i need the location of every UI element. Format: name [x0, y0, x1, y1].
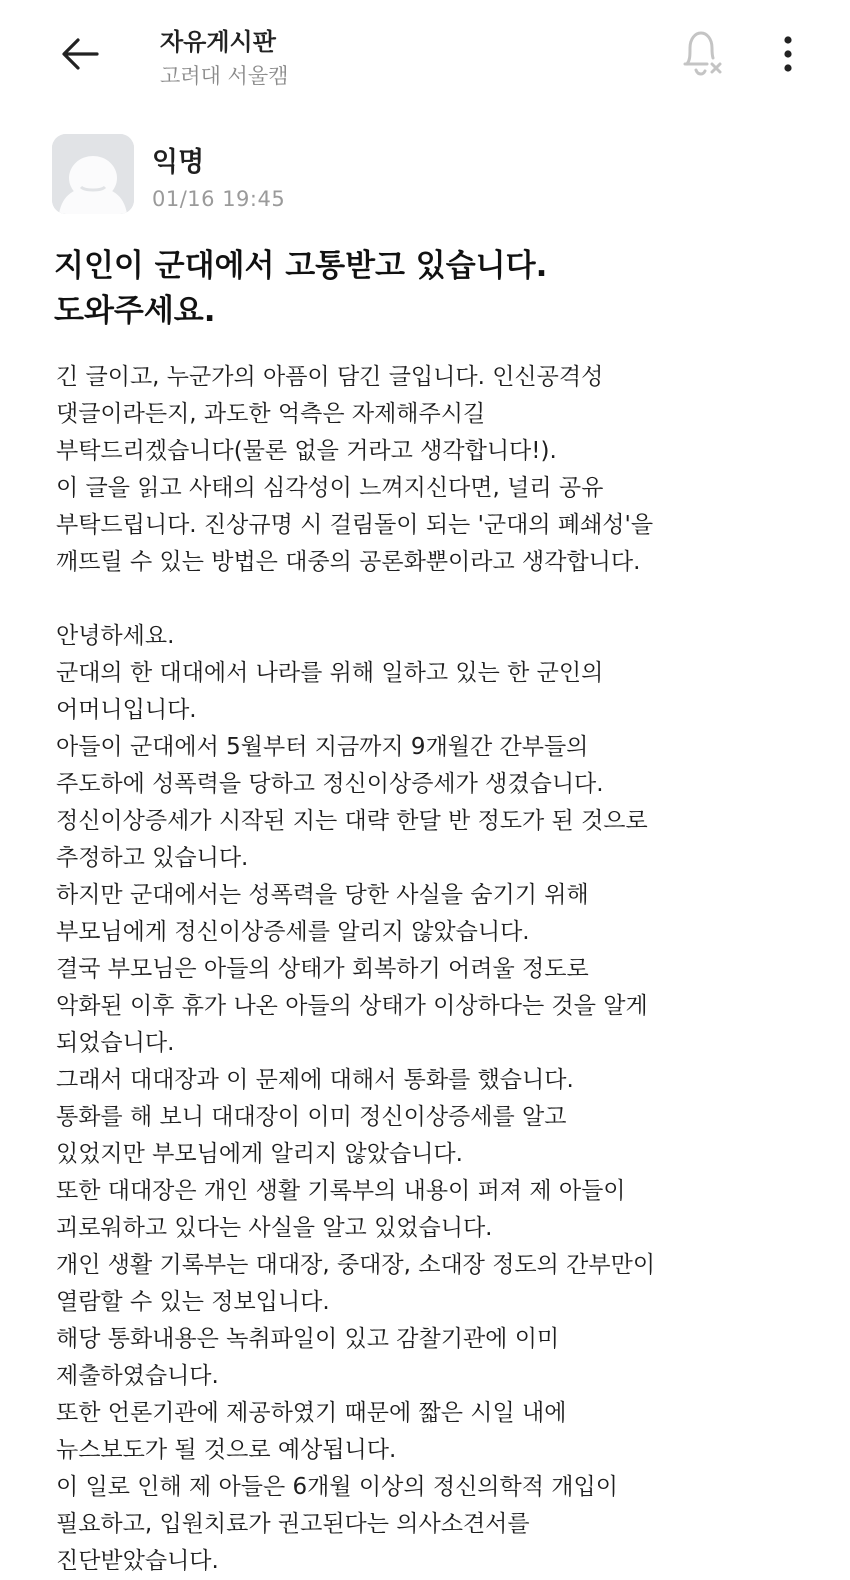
body-line: 하지만 군대에서는 성폭력을 당한 사실을 숨기기 위해: [56, 882, 589, 908]
body-line: 진단받았습니다.: [56, 1548, 219, 1574]
arrow-left-icon: [59, 33, 101, 75]
body-line: 군대의 한 대대에서 나라를 위해 일하고 있는 한 군인의: [56, 660, 604, 686]
post-body: [56, 359, 826, 1580]
back-button[interactable]: [56, 30, 104, 78]
body-line: 부탁드리겠습니다(물론 없을 거라고 생각합니다!).: [56, 438, 557, 464]
paragraph-break: [56, 581, 826, 618]
body-line: 제출하였습니다.: [56, 1363, 219, 1389]
author-name: 익명: [152, 147, 205, 178]
body-line: 어머니입니다.: [56, 697, 197, 723]
body-line: 또한 언론기관에 제공하였기 때문에 짧은 시일 내에: [56, 1400, 567, 1426]
body-line: 이 일로 인해 제 아들은 6개월 이상의 정신의학적 개입이: [56, 1474, 618, 1500]
body-line: 악화된 이후 휴가 나온 아들의 상태가 이상하다는 것을 알게: [56, 993, 648, 1019]
body-line: 열람할 수 있는 정보입니다.: [56, 1289, 330, 1315]
notification-off-icon: [676, 26, 728, 82]
post-author-row: [52, 132, 812, 218]
more-options-button[interactable]: [768, 30, 808, 78]
body-line: 있었지만 부모님에게 알리지 않았습니다.: [56, 1141, 463, 1167]
body-line: 부모님에게 정신이상증세를 알리지 않았습니다.: [56, 919, 530, 945]
board-subtitle: 고려대 서울캠: [160, 64, 289, 88]
body-line: 주도하에 성폭력을 당하고 정신이상증세가 생겼습니다.: [56, 771, 604, 797]
body-line: 해당 통화내용은 녹취파일이 있고 감찰기관에 이미: [56, 1326, 560, 1352]
post-title-line: 지인이 군대에서 고통받고 있습니다.: [54, 248, 548, 284]
post-title-line: 도와주세요.: [54, 293, 216, 329]
body-line: 통화를 해 보니 대대장이 이미 정신이상증세를 알고: [56, 1104, 567, 1130]
body-line: 결국 부모님은 아들의 상태가 회복하기 어려울 정도로: [56, 956, 589, 982]
body-line: 그래서 대대장과 이 문제에 대해서 통화를 했습니다.: [56, 1067, 574, 1093]
body-line: 개인 생활 기록부는 대대장, 중대장, 소대장 정도의 간부만이: [56, 1252, 656, 1278]
more-vertical-icon: [768, 30, 808, 78]
body-line: 또한 대대장은 개인 생활 기록부의 내용이 퍼져 제 아들이: [56, 1178, 626, 1204]
body-line: 필요하고, 입원치료가 권고된다는 의사소견서를: [56, 1511, 530, 1537]
notification-button[interactable]: [676, 26, 728, 82]
body-line: 되었습니다.: [56, 1030, 175, 1056]
body-line: 안녕하세요.: [56, 623, 175, 649]
app-bar: [0, 0, 850, 108]
body-line: 정신이상증세가 시작된 지는 대략 한달 반 정도가 된 것으로: [56, 808, 648, 834]
body-line: 뉴스보도가 될 것으로 예상됩니다.: [56, 1437, 397, 1463]
body-line: 부탁드립니다. 진상규명 시 걸림돌이 되는 '군대의 폐쇄성'을: [56, 512, 654, 538]
avatar: [52, 134, 134, 214]
body-line: 이 글을 읽고 사태의 심각성이 느껴지신다면, 널리 공유: [56, 475, 604, 501]
anonymous-avatar-icon: [52, 134, 134, 214]
body-line: 추정하고 있습니다.: [56, 845, 249, 871]
post-timestamp: 01/16 19:45: [152, 187, 286, 211]
body-line: 괴로워하고 있다는 사실을 알고 있었습니다.: [56, 1215, 493, 1241]
body-line: 긴 글이고, 누군가의 아픔이 담긴 글입니다. 인신공격성: [56, 364, 604, 390]
board-title: 자유게시판: [160, 28, 276, 56]
post-title: [54, 244, 814, 334]
body-line: 댓글이라든지, 과도한 억측은 자제해주시길: [56, 401, 486, 427]
body-line: 깨뜨릴 수 있는 방법은 대중의 공론화뿐이라고 생각합니다.: [56, 549, 641, 575]
body-line: 아들이 군대에서 5월부터 지금까지 9개월간 간부들의: [56, 734, 589, 760]
